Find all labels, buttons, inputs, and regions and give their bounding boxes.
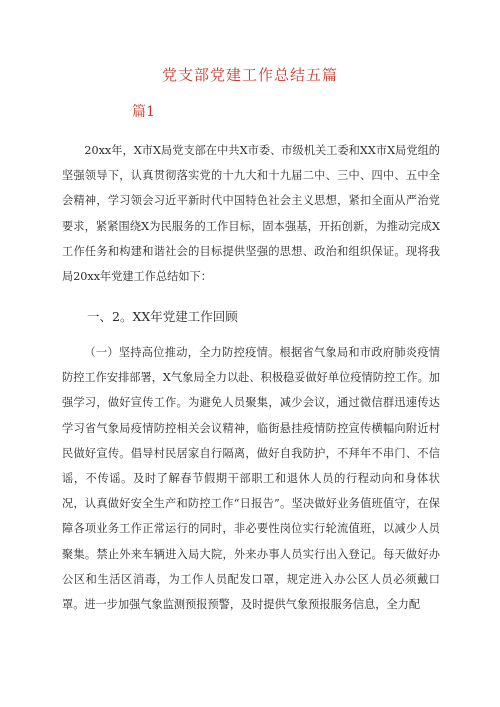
intro-paragraph: 20xx年，X市X局党支部在中共X市委、市级机关工委和XX市X局党组的坚强领导下，认真贯彻落实党的十九大和十九届二中、三中、四中、五中全会精神，学习领会习近平新时代中国特色社会主义思想，紧扣全面从严治党要求，紧紧围绕X为民服务的工作目标，固本强基，开拓创新，为推动完成X工作任务和构建和谐社会的目标提供坚强的思想、政治和组织保证。现将我局20xx年党建工作总结如下： [62,144,440,284]
body-paragraph: （一）坚持高位推动，全力防控疫情。根据省气象局和市政府肺炎疫情防控工作安排部署，X气象局全力以赴、积极稳妥做好单位疫情防控工作。加强学习，做好宣传工作。为避免人员聚集，减少会议，通过微信群迅速传达学习省气象局疫情防控相关会议精神，临街悬挂疫情防控宣传横幅向附近村民做好宣传。倡导村民居家自行隔离，做好自我防护，不拜年不串门、不信谣，不传谣。及时了解春节假期干部职工和退休人员的行程动向和身体状况，认真做好安全生产和防控工作“日报告”。坚决做好业务值班值守，在保障各项业务工作正常运行的同时，非必要性岗位实行轮流值班，以减少人员聚集。禁止外来车辆进入局大院，外来办事人员实行出入登记。每天做好办公区和生活区消毒，为工作人员配发口罩，规定进入办公区人员必须戴口罩。进一步加强气象监测预报预警，及时提供气象预报服务信息，全力配 [62,346,440,612]
document-title: 党支部党建工作总结五篇 [161,66,338,84]
section-label: 篇1 [132,104,155,120]
section-heading: 一、2。XX年党建工作回顾 [87,309,238,324]
